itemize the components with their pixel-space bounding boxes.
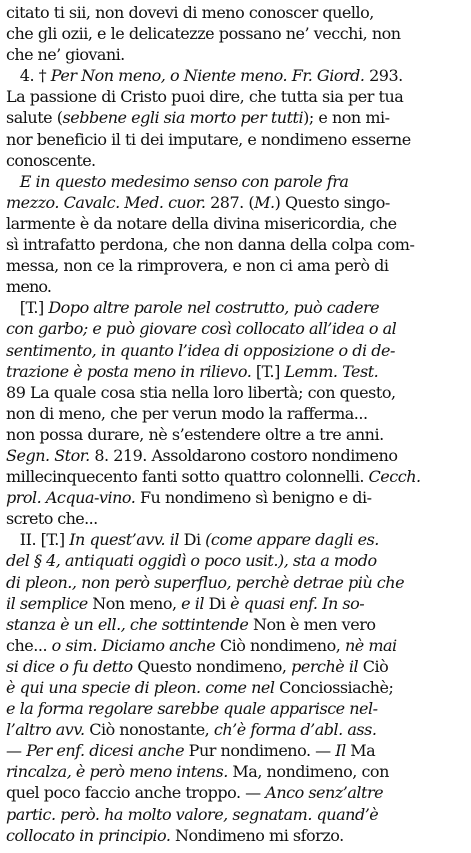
text-run-italic: e la forma regolare sarebbe quale apparisce nel- <box>6 699 378 719</box>
text-line <box>6 424 466 445</box>
text-run: II. [T.] <box>6 530 70 550</box>
text-run: messa, non ce la rimprovera, e non ci ama però di <box>6 256 389 276</box>
text-run: Non è men vero <box>248 614 376 634</box>
text-line <box>6 150 466 171</box>
text-run: salute ( <box>6 108 63 128</box>
text-run: Ma, nondimeno, con <box>227 762 389 782</box>
text-line <box>6 804 466 825</box>
text-run-italic: o sim. Diciamo anche <box>51 635 216 655</box>
text-run: screto che... <box>6 509 98 529</box>
text-line <box>6 508 466 529</box>
text-line <box>6 572 466 593</box>
text-run: Ma <box>345 741 376 761</box>
text-run: Ciò nondimeno, <box>215 635 345 655</box>
text-run-italic: stanza è un ell., che sottintende <box>6 614 249 634</box>
text-line <box>6 403 466 424</box>
text-run: Ciò nonostante, <box>84 720 214 740</box>
text-run-italic: M. <box>254 192 275 212</box>
text-run-italic: mezzo. Cavalc. Med. cuor. <box>6 192 206 212</box>
text-line <box>6 107 466 128</box>
text-line <box>6 276 466 297</box>
text-line <box>6 86 466 107</box>
text-line <box>6 340 466 361</box>
text-line <box>6 487 466 508</box>
text-line <box>6 740 466 761</box>
text-run: 8. 219. Assoldarono costoro nondimeno <box>89 445 398 465</box>
text-run-italic: (come appare dagli es. <box>205 530 379 550</box>
text-run: Di <box>203 593 231 613</box>
text-run-italic: Cecch. <box>368 467 421 487</box>
text-run: 293. <box>364 66 403 86</box>
text-run: sì intrafatto perdona, che non danna della colpa com- <box>6 235 415 255</box>
text-line <box>6 382 466 403</box>
text-run: millecinquecento fanti sotto quattro colonnelli. <box>6 467 369 487</box>
text-line <box>6 2 466 23</box>
text-run-italic: rincalza, è però meno intens. <box>6 762 228 782</box>
text-run: ) Questo singo- <box>274 192 390 212</box>
text-run-italic: sentimento, in quanto l’idea di opposizione o di de- <box>6 340 395 360</box>
text-run: [T.] <box>6 298 49 318</box>
text-run-italic: e il <box>181 593 204 613</box>
text-line <box>6 255 466 276</box>
text-line <box>6 213 466 234</box>
text-line <box>6 593 466 614</box>
text-run: conoscente. <box>6 150 96 170</box>
text-line <box>6 466 466 487</box>
text-run: citato ti sii, non dovevi di meno conoscer quello, <box>6 3 374 22</box>
text-line <box>6 318 466 339</box>
text-run: — <box>6 741 27 761</box>
text-line <box>6 656 466 677</box>
text-run: che gli ozii, e le delicatezze possano ne’ vecchi, non <box>6 24 401 44</box>
text-run-italic: Anco senz’altre <box>265 783 384 803</box>
text-run: nor beneficio il ti dei imputare, e nondimeno esserne <box>6 129 411 149</box>
text-run-italic: partic. però. ha molto valore, segnatam. quand’è <box>6 804 379 824</box>
text-run-italic: il semplice <box>6 593 88 613</box>
text-run: non possa durare, nè s’estendere oltre a tre anni. <box>6 424 384 444</box>
text-line <box>6 825 466 846</box>
text-run-italic: collocato in principio. <box>6 825 171 845</box>
text-line <box>6 550 466 571</box>
text-run: quel poco faccio anche troppo. — <box>6 783 266 803</box>
text-run-italic: di pleon., non però superfluo, perchè detrae più che <box>6 572 405 592</box>
text-run: Fu nondimeno sì benigno e di- <box>135 488 372 508</box>
text-run: meno. <box>6 277 52 297</box>
text-line <box>6 761 466 782</box>
text-run <box>6 172 20 191</box>
text-line <box>6 171 466 192</box>
text-run-italic: Segn. Stor. <box>6 445 90 465</box>
text-run-italic: Per Non meno, o Niente meno. Fr. Giord. <box>50 66 365 86</box>
text-line <box>6 192 466 213</box>
text-line <box>6 44 466 65</box>
text-run: non di meno, che per verun modo la rafferma... <box>6 403 368 423</box>
text-line <box>6 698 466 719</box>
text-run-italic: E in questo medesimo senso con parole fra <box>19 171 349 191</box>
text-run-italic: Il <box>335 741 346 761</box>
text-run: 89 La quale cosa stia nella loro libertà; con questo, <box>6 382 396 402</box>
text-run-italic: si dice o fu detto <box>6 656 133 676</box>
text-line <box>6 719 466 740</box>
text-run: 287. ( <box>205 192 255 212</box>
text-run-italic: nè mai <box>344 635 397 655</box>
text-run-italic: Dopo altre parole nel costrutto, può cadere <box>48 298 380 318</box>
text-run-italic: è qui una specie di pleon. come nel <box>6 678 275 697</box>
text-run: larmente è da notare della divina misericordia, che <box>6 213 397 233</box>
text-run-italic: trazione è posta meno in rilievo. <box>6 361 252 381</box>
text-run: [T.] <box>251 361 285 381</box>
text-run-italic: sebbene egli sia morto per tutti <box>62 108 304 128</box>
text-run: Nondimeno mi sforzo. <box>170 825 344 845</box>
text-line <box>6 297 466 318</box>
text-run: Conciossiachè; <box>274 678 394 697</box>
text-run-italic: prol. Acqua-vino. <box>6 488 136 508</box>
text-run-italic: del § 4, antiquati oggidì o poco usit.), sta a modo <box>6 551 377 571</box>
text-run: Questo nondimeno, <box>132 656 292 676</box>
text-run-italic: In quest’avv. il <box>69 530 179 550</box>
text-line <box>6 677 466 698</box>
text-line <box>6 782 466 803</box>
text-run: ); e non mi- <box>303 108 390 128</box>
text-line <box>6 129 466 150</box>
text-run-italic: l’altro avv. <box>6 720 85 740</box>
text-run-italic: ch’è forma d’abl. ass. <box>213 720 377 740</box>
text-run-italic: perchè il <box>291 656 359 676</box>
text-run: che ne’ giovani. <box>6 45 125 65</box>
text-run-italic: Per enf. dicesi anche <box>26 741 185 761</box>
text-run: Non meno, <box>87 593 182 613</box>
text-line <box>6 635 466 656</box>
text-line <box>6 23 466 44</box>
text-run: che... <box>6 635 52 655</box>
text-line <box>6 614 466 635</box>
text-line <box>6 445 466 466</box>
text-run-italic: è quasi enf. In so- <box>230 593 365 613</box>
text-line <box>6 361 466 382</box>
text-run-italic: Lemm. Test. <box>284 361 379 381</box>
dictionary-page-text <box>6 2 466 846</box>
text-run: Pur nondimeno. — <box>184 741 336 761</box>
text-run: 4. † <box>6 66 51 86</box>
text-run: La passione di Cristo puoi dire, che tutta sia per tua <box>6 87 404 107</box>
text-run: Di <box>179 530 206 550</box>
text-run-italic: con garbo; e può giovare così collocato all’idea o al <box>6 319 397 339</box>
text-run: Ciò <box>358 656 389 676</box>
text-line <box>6 234 466 255</box>
text-line <box>6 529 466 550</box>
text-line <box>6 65 466 86</box>
